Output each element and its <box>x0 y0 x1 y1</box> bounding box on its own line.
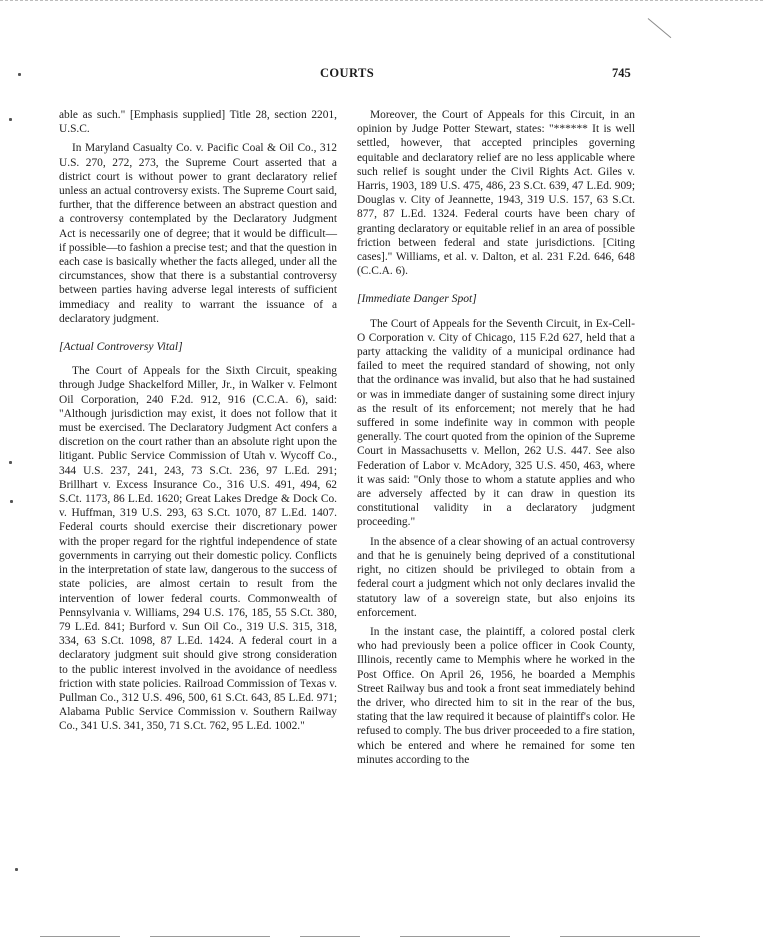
margin-speck <box>9 461 12 464</box>
section-heading-actual-controversy: [Actual Controversy Vital] <box>59 340 183 354</box>
margin-speck <box>18 73 21 76</box>
right-column <box>357 108 635 772</box>
margin-speck <box>9 118 12 121</box>
left-column <box>59 108 337 739</box>
bottom-scan-rule <box>300 936 360 937</box>
bottom-scan-rule <box>560 936 700 937</box>
running-head <box>0 66 763 82</box>
bottom-scan-rule <box>400 936 510 937</box>
left-paragraph-2: In Maryland Casualty Co. v. Pacific Coal & Oil Co., 312 U.S. 270, 272, 273, the Supreme Court asserted that a district court is without power to grant declaratory relief unless an actual controversy exists. The Supreme Court said, further, that the difference between an abstract question and a controversy contemplated by the Declaratory Judgment Act is necessarily one of degree; that it would be difficult—if possible—to fashion a precise test; and that the question in each case is basically whether the facts alleged, under all the circumstances, show that there is a substantial controversy between parties having adverse legal interests of sufficient immediacy and reality to warrant the issuance of a declaratory judgment. <box>59 142 337 325</box>
bottom-scan-rule <box>40 936 120 937</box>
top-scan-border <box>0 0 763 3</box>
running-head-title: COURTS <box>320 66 375 80</box>
right-paragraph-1: Moreover, the Court of Appeals for this Circuit, in an opinion by Judge Potter Stewart, states: "****** It is well settled, however, that accepted principles governing equitable and declaratory relief are no less applicable where such relief is sought under the Civil Rights Act. Giles v. Harris, 1903, 189 U.S. 475, 486, 23 S.Ct. 639, 47 L.Ed. 909; Douglas v. City of Jeannette, 1943, 319 U.S. 157, 63 S.Ct. 877, 87 L.Ed. 1324. Federal courts have been chary of granting declaratory or equitable relief in an area of possible friction between federal and state jurisdictions. [Citing cases]." Williams, et al. v. Dalton, et al. 231 F.2d. 646, 648 (C.C.A. 6). <box>357 109 635 278</box>
left-paragraph-1: able as such." [Emphasis supplied] Title 28, section 2201, U.S.C. <box>59 109 337 136</box>
section-heading-immediate-danger: [Immediate Danger Spot] <box>357 292 477 306</box>
right-paragraph-2: The Court of Appeals for the Seventh Circuit, in Ex-Cell-O Corporation v. City of Chicago, 115 F.2d 627, held that a party attacking the validity of a municipal ordinance had failed to meet the required standard of showing, not only that the ordinance was invalid, but also that he had sustained or was in immediate danger of sustaining some direct injury as the result of its enforcement; not merely that he had suffered in some indefinite way in common with people generally. The court quoted from the opinion of the Supreme Court in Massachusetts v. Mellon, 262 U.S. 447. See also Federation of Labor v. McAdory, 325 U.S. 450, 463, where it was said: "Only those to whom a statute applies and who are adversely affected by it can draw in question its constitutional validity in a declaratory judgment proceeding." <box>357 317 635 529</box>
bottom-scan-rule <box>150 936 270 937</box>
page-number: 745 <box>612 66 631 80</box>
margin-speck <box>15 868 18 871</box>
left-paragraph-3: The Court of Appeals for the Sixth Circuit, speaking through Judge Shackelford Miller, Jr., in Walker v. Felmont Oil Corporation, 240 F.2d. 912, 916 (C.C.A. 6), said: "Although jurisdiction may exist, it does not follow that it must be exercised. The Declaratory Judgment Act confers a discretion on the court rather than an absolute right upon the litigant. Public Service Commission of Utah v. Wycoff Co., 344 U.S. 237, 241, 243, 73 S.Ct. 236, 97 L.Ed. 291; Brillhart v. Excess Insurance Co., 316 U.S. 491, 494, 62 S.Ct. 1173, 86 L.Ed. 1620; Great Lakes Dredge & Dock Co. v. Huffman, 319 U.S. 293, 63 S.Ct. 1070, 87 L.Ed. 1407. Federal courts should exercise their discretionary power with the proper regard for the rightful independence of state governments in carrying out their domestic policy. Conflicts in the interpretation of state law, dangerous to the success of state policies, are almost certain to result from the intervention of lower federal courts. Commonwealth of Pennsylvania v. Williams, 294 U.S. 176, 185, 55 S.Ct. 380, 79 L.Ed. 841; Burford v. Sun Oil Co., 319 U.S. 315, 318, 334, 63 S.Ct. 1098, 87 L.Ed. 1424. A federal court in a declaratory judgment suit should give strong consideration to the public interest involved in the avoidance of needless friction with state policies. Railroad Commission of Texas v. Pullman Co., 312 U.S. 496, 500, 61 S.Ct. 643, 85 L.Ed. 971; Alabama Public Service Commission v. Southern Railway Co., 341 U.S. 341, 350, 71 S.Ct. 762, 95 L.Ed. 1002." <box>59 365 337 733</box>
right-paragraph-4: In the instant case, the plaintiff, a colored postal clerk who had previously been a police officer in Cook County, Illinois, recently came to Memphis where he worked in the Post Office. On April 26, 1956, he boarded a Memphis Street Railway bus and took a front seat immediately behind the driver, who directed him to sit in the rear of the bus, stating that the law required it because of plaintiff's color. He refused to comply. The bus driver proceeded to a fire station, which be entered and where he remained for some ten minutes according to the <box>357 625 635 766</box>
scan-mark <box>648 18 672 38</box>
right-paragraph-3: In the absence of a clear showing of an actual controversy and that he is genuinely being deprived of a constitutional right, no citizen should be privileged to obtain from a federal court a judgment which not only declares invalid the statutory law of a sovereign state, but also enjoins its enforcement. <box>357 535 635 619</box>
margin-speck <box>10 500 13 503</box>
